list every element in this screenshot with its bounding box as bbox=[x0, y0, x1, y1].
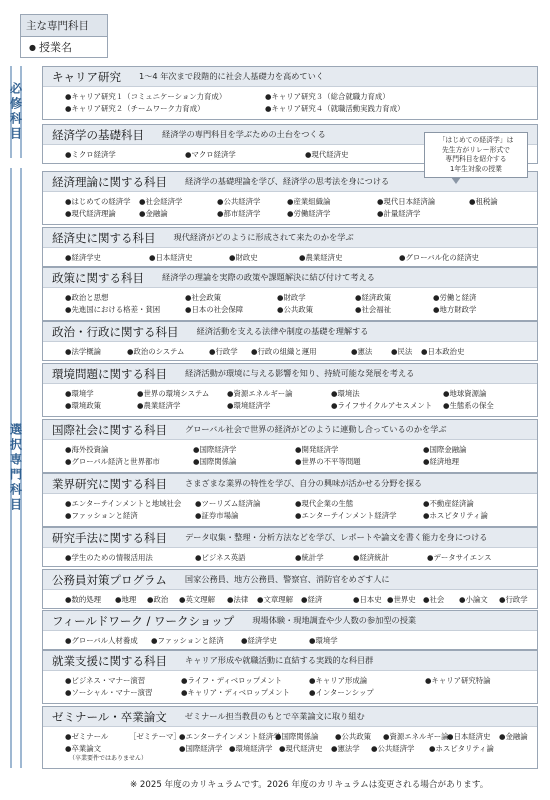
section-header bbox=[43, 611, 537, 631]
course-row bbox=[43, 675, 537, 687]
section-header bbox=[43, 474, 537, 494]
section-title: 環境問題に関する科目 bbox=[52, 366, 167, 381]
section-title: フィールドワーク / ワークショップ bbox=[52, 613, 235, 628]
section-header bbox=[43, 228, 537, 248]
course-row bbox=[43, 552, 537, 564]
course-row bbox=[43, 731, 537, 743]
course-section bbox=[42, 527, 538, 567]
course-item: ●労働と経済 bbox=[433, 293, 477, 302]
course-item: ●学生のための情報活用法 bbox=[65, 553, 153, 562]
course-item: ●小論文 bbox=[459, 595, 488, 604]
section-header bbox=[43, 67, 537, 87]
section-title: 経済理論に関する科目 bbox=[52, 174, 167, 189]
course-row bbox=[43, 510, 537, 522]
legend-box bbox=[20, 14, 108, 58]
course-item: ●地球資源論 bbox=[443, 389, 487, 398]
course-section bbox=[42, 321, 538, 361]
course-row bbox=[43, 635, 537, 647]
course-item: ●環境学 bbox=[309, 636, 338, 645]
course-item: ●憲法 bbox=[351, 347, 373, 356]
required-label-text: 必修科目 bbox=[8, 82, 23, 142]
legend-item-label: ● 授業名 bbox=[21, 37, 107, 58]
course-item: ●金融論 bbox=[499, 732, 528, 741]
course-item: ●社会福祉 bbox=[355, 305, 392, 314]
callout-line: 「はじめての経済学」は bbox=[438, 136, 514, 144]
course-item: ●公共政策 bbox=[277, 305, 314, 314]
section-title: ゼミナール・卒業論文 bbox=[52, 709, 167, 724]
course-item: ●地理 bbox=[115, 595, 137, 604]
section-title: 業界研究に関する科目 bbox=[52, 476, 167, 491]
section-title: 経済史に関する科目 bbox=[52, 230, 156, 245]
section-title: 研究手法に関する科目 bbox=[52, 530, 167, 545]
course-row bbox=[43, 400, 537, 412]
course-item: ●公共経済学 bbox=[217, 197, 261, 206]
course-item: ●キャリア研究２（チームワーク力育成） bbox=[65, 104, 205, 113]
course-item: ●ミクロ経済学 bbox=[65, 150, 116, 159]
course-item: ●キャリア研究３（総合就職力育成） bbox=[265, 92, 390, 101]
section-header bbox=[43, 322, 537, 342]
course-item: ●環境政策 bbox=[65, 401, 102, 410]
course-row bbox=[43, 687, 537, 699]
course-row bbox=[43, 498, 537, 510]
course-item: ●公共経済学 bbox=[371, 744, 415, 753]
course-item: ●グローバル経済と世界都市 bbox=[65, 457, 160, 466]
section-description: 経済学の専門科目を学ぶための土台をつくる bbox=[162, 129, 326, 139]
course-item: ●ファッションと経済 bbox=[151, 636, 224, 645]
section-header bbox=[43, 570, 537, 590]
course-item: ●ホスピタリティ論 bbox=[429, 744, 494, 753]
course-item: ●法学概論 bbox=[65, 347, 102, 356]
course-item: ●英文理解 bbox=[179, 595, 216, 604]
section-header bbox=[43, 268, 537, 288]
course-item: ●キャリア研究４（就職活動実践力育成） bbox=[265, 104, 405, 113]
course-item: ●財政史 bbox=[229, 253, 258, 262]
course-item: ●現代経済史 bbox=[305, 150, 349, 159]
section-body bbox=[43, 548, 537, 564]
course-item: ●国際経済学 bbox=[193, 445, 237, 454]
course-item: ●現代経済史 bbox=[279, 744, 323, 753]
section-title: 国際社会に関する科目 bbox=[52, 422, 167, 437]
course-item: ●環境経済学 bbox=[227, 401, 271, 410]
course-row bbox=[43, 456, 537, 468]
course-row bbox=[43, 743, 537, 755]
course-section bbox=[42, 610, 538, 650]
course-row bbox=[43, 388, 537, 400]
course-item: ●エンターテインメント経済学 bbox=[179, 732, 281, 741]
course-section bbox=[42, 66, 538, 120]
course-item: ●社会政策 bbox=[185, 293, 222, 302]
section-title: 公務員対策プログラム bbox=[52, 572, 167, 587]
course-item: ●行政学 bbox=[209, 347, 238, 356]
section-description: ゼミナール担当教員のもとで卒業論文に取り組む bbox=[184, 711, 365, 721]
course-item: ●国際経済学 bbox=[179, 744, 223, 753]
course-item: ●経済学史 bbox=[241, 636, 278, 645]
course-section bbox=[42, 171, 538, 225]
course-item: ●環境法 bbox=[331, 389, 360, 398]
course-item: ●政治 bbox=[147, 595, 169, 604]
course-item: ●キャリア研究特論 bbox=[425, 676, 491, 685]
course-item: ●地方財政学 bbox=[433, 305, 477, 314]
course-item: ●環境経済学 bbox=[229, 744, 273, 753]
section-header bbox=[43, 528, 537, 548]
course-row bbox=[43, 594, 537, 606]
course-item: ●生態系の保全 bbox=[443, 401, 494, 410]
course-row bbox=[43, 444, 537, 456]
course-row bbox=[43, 346, 537, 358]
section-body bbox=[43, 192, 537, 220]
course-item: ●財政学 bbox=[277, 293, 306, 302]
course-item: ●国際関係論 bbox=[275, 732, 319, 741]
callout-line: 先生方がリレー形式で bbox=[442, 145, 510, 154]
section-body bbox=[43, 87, 537, 115]
course-item: ●労働経済学 bbox=[287, 209, 331, 218]
section-description: 経済学の基礎理論を学び、経済学の思考法を身につける bbox=[185, 176, 390, 186]
course-item: ●世界史 bbox=[387, 595, 416, 604]
course-item: ●文章理解 bbox=[257, 595, 294, 604]
course-row bbox=[43, 755, 537, 764]
section-description: 国家公務員、地方公務員、警察官、消防官をめざす人に bbox=[184, 574, 390, 584]
course-item: ●現代経済理論 bbox=[65, 209, 116, 218]
course-item: ●現代日本経済論 bbox=[377, 197, 436, 206]
course-row bbox=[43, 252, 537, 264]
section-body bbox=[43, 248, 537, 264]
course-item: ●行政の組織と運用 bbox=[251, 347, 317, 356]
course-item: ●ゼミナール bbox=[65, 732, 109, 741]
course-item: ●グローバル化の経済史 bbox=[399, 253, 479, 262]
footnote: ※ 2025 年度のカリキュラムです。2026 年度のカリキュラムは変更される場合があります。 bbox=[130, 780, 489, 790]
section-description: 経済活動を支える法律や制度の基礎を理解する bbox=[196, 326, 369, 336]
course-item: ●ファッションと経済 bbox=[65, 511, 138, 520]
course-item: ●資源エネルギー論 bbox=[383, 732, 449, 741]
section-header bbox=[43, 364, 537, 384]
section-title: 政策に関する科目 bbox=[52, 270, 144, 285]
section-header bbox=[43, 707, 537, 727]
course-item: ●開発経済学 bbox=[295, 445, 339, 454]
section-body bbox=[43, 727, 537, 764]
course-item: （卒業要件ではありません） bbox=[69, 755, 148, 762]
course-item: ●マクロ経済学 bbox=[185, 150, 236, 159]
course-item: ●ツーリズム経済論 bbox=[195, 499, 261, 508]
course-item: ●世界の環境システム bbox=[137, 389, 210, 398]
course-item: ●証券市場論 bbox=[195, 511, 239, 520]
course-item: ●統計学 bbox=[295, 553, 324, 562]
course-item: ●海外投資論 bbox=[65, 445, 109, 454]
course-item: ●農業経済史 bbox=[299, 253, 343, 262]
course-item: ●グローバル人材養成 bbox=[65, 636, 138, 645]
section-title: キャリア研究 bbox=[52, 69, 121, 84]
course-item: ●公共政策 bbox=[335, 732, 372, 741]
course-item: ●日本史 bbox=[353, 595, 382, 604]
course-item: ●経済統計 bbox=[353, 553, 390, 562]
course-section bbox=[42, 569, 538, 609]
course-item: ●産業組織論 bbox=[287, 197, 331, 206]
course-item: ●民法 bbox=[391, 347, 413, 356]
course-item: ●不動産経済論 bbox=[423, 499, 474, 508]
section-description: データ収集・整理・分析方法などを学び、レポートや論文を書く能力を身につける bbox=[185, 532, 488, 542]
course-row bbox=[43, 208, 537, 220]
course-item: ●エンターテインメントと地域社会 bbox=[65, 499, 182, 508]
course-section bbox=[42, 267, 538, 321]
section-title: 政治・行政に関する科目 bbox=[52, 324, 179, 339]
course-item: ●法律 bbox=[227, 595, 249, 604]
course-item: ●ライフサイクルアセスメント bbox=[331, 401, 433, 410]
section-body bbox=[43, 494, 537, 522]
course-item: ●キャリア・ディベロップメント bbox=[181, 688, 290, 697]
course-item: ●国際関係論 bbox=[193, 457, 237, 466]
section-body bbox=[43, 440, 537, 468]
section-description: 経済学の理論を実際の政策や課題解決に結び付けて考える bbox=[162, 272, 375, 282]
course-section bbox=[42, 419, 538, 473]
callout-line: 専門科目を紹介する bbox=[445, 155, 507, 164]
course-item: ●経済地理 bbox=[423, 457, 460, 466]
section-header bbox=[43, 420, 537, 440]
course-item: ●憲法学 bbox=[331, 744, 360, 753]
section-body bbox=[43, 342, 537, 358]
course-item: ●資源エネルギー論 bbox=[227, 389, 293, 398]
course-item: ●政治のシステム bbox=[127, 347, 185, 356]
course-item: ●世界の不平等問題 bbox=[295, 457, 361, 466]
section-body bbox=[43, 631, 537, 647]
elective-label-text: 選択専門科目 bbox=[8, 423, 23, 513]
course-item: ●経済学史 bbox=[65, 253, 102, 262]
course-item: ●ホスピタリティ論 bbox=[423, 511, 488, 520]
course-item: ●日本の社会保障 bbox=[185, 305, 244, 314]
section-body bbox=[43, 288, 537, 316]
course-item: ●現代企業の生態 bbox=[295, 499, 354, 508]
course-item: ●租税論 bbox=[469, 197, 498, 206]
course-row bbox=[43, 304, 537, 316]
course-item: ●キャリア形成論 bbox=[309, 676, 368, 685]
course-section bbox=[42, 706, 538, 769]
course-item: ●キャリア研究１（コミュニケーション力育成） bbox=[65, 92, 227, 101]
course-item: ●数的処理 bbox=[65, 595, 102, 604]
course-item: ●日本政治史 bbox=[421, 347, 465, 356]
intro-course-callout bbox=[424, 132, 528, 178]
section-body bbox=[43, 590, 537, 606]
course-row bbox=[43, 103, 537, 115]
course-item: ●社会 bbox=[423, 595, 445, 604]
course-item: ●経済政策 bbox=[355, 293, 392, 302]
course-item: ●ビジネス・マナー演習 bbox=[65, 676, 146, 685]
course-item: ●エンターテインメント経済学 bbox=[295, 511, 397, 520]
section-description: 経済活動が環境に与える影響を知り、持続可能な発展を考える bbox=[185, 368, 415, 378]
legend-title: 主な専門科目 bbox=[21, 15, 107, 37]
course-item: ●計量経済学 bbox=[377, 209, 421, 218]
course-item: ●社会経済学 bbox=[139, 197, 183, 206]
course-section bbox=[42, 650, 538, 704]
section-description: 現場体験・現地調査や少人数の参加型の授業 bbox=[252, 615, 417, 625]
elective-label bbox=[10, 168, 22, 768]
course-item: ●ビジネス英語 bbox=[195, 553, 246, 562]
course-item: ●日本経済史 bbox=[149, 253, 193, 262]
course-item: ●日本経済史 bbox=[447, 732, 491, 741]
course-row bbox=[43, 91, 537, 103]
course-item: ●データサイエンス bbox=[427, 553, 492, 562]
required-label bbox=[10, 66, 22, 158]
course-item: ●金融論 bbox=[139, 209, 168, 218]
course-row bbox=[43, 196, 537, 208]
course-item: ●はじめての経済学 bbox=[65, 197, 131, 206]
section-description: 現代経済がどのように形成されて来たのかを学ぶ bbox=[173, 232, 354, 242]
course-item: ●インターンシップ bbox=[309, 688, 374, 697]
course-row bbox=[43, 292, 537, 304]
section-body bbox=[43, 671, 537, 699]
course-item: ●先進国における格差・貧困 bbox=[65, 305, 161, 314]
course-item: ●経済 bbox=[301, 595, 323, 604]
section-description: 1〜4 年次まで段階的に社会人基礎力を高めていく bbox=[139, 71, 324, 81]
course-section bbox=[42, 473, 538, 527]
course-item: ●行政学 bbox=[499, 595, 528, 604]
course-section bbox=[42, 363, 538, 417]
course-item: ●国際金融論 bbox=[423, 445, 467, 454]
course-item: ●環境学 bbox=[65, 389, 94, 398]
course-item: ［ゼミテーマ］ bbox=[129, 732, 181, 741]
section-description: グローバル社会で世界の経済がどのように連動し合っているのかを学ぶ bbox=[185, 424, 447, 434]
course-section bbox=[42, 227, 538, 267]
section-title: 経済学の基礎科目 bbox=[52, 127, 144, 142]
callout-line: 1年生対象の授業 bbox=[450, 164, 502, 173]
course-item: ●政治と思想 bbox=[65, 293, 109, 302]
course-item: ●農業経済学 bbox=[137, 401, 181, 410]
course-item: ●都市経済学 bbox=[217, 209, 261, 218]
course-item: ●ソーシャル・マナー演習 bbox=[65, 688, 153, 697]
section-body bbox=[43, 384, 537, 412]
section-title: 就業支援に関する科目 bbox=[52, 653, 167, 668]
course-item: ●ライフ・ディベロップメント bbox=[181, 676, 283, 685]
section-description: さまざまな業界の特性を学び、自分の興味が活かせる分野を探る bbox=[185, 478, 423, 488]
section-header bbox=[43, 651, 537, 671]
section-description: キャリア形成や就職活動に直結する実践的な科目群 bbox=[185, 655, 374, 665]
course-item: ●卒業論文 bbox=[65, 744, 102, 753]
